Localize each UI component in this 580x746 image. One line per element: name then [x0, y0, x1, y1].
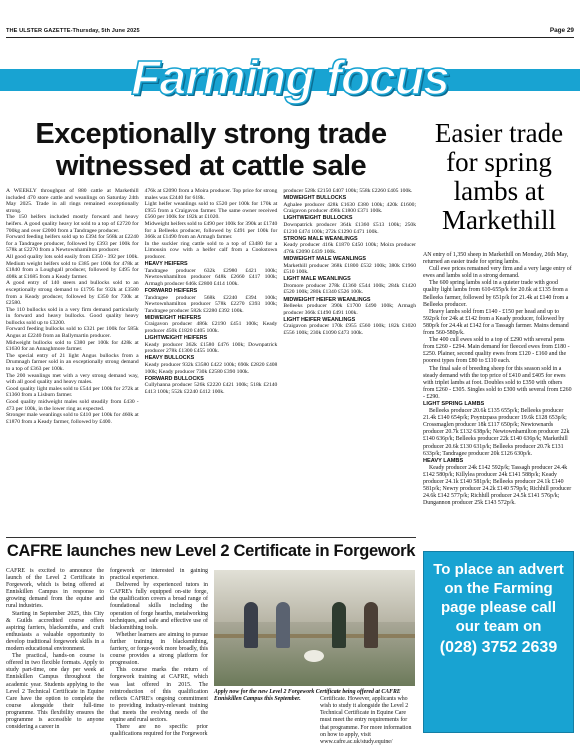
- story-paragraph: Tandragee producer 632k £2980 £421 100k; Newtownhamilton producer 648k £2660 £417 100k; Armagh producer 646k £2800 £414 100k.: [144, 267, 278, 287]
- section-divider: [6, 537, 416, 538]
- story-paragraph: Midweight heifers sold to £490 per 100k for 390k at £1740 for a Belleeks producer, followed by £491 per 100k for 366k at £1490 from an Armagh farmer.: [144, 220, 278, 241]
- story-paragraph: Whether learners are aiming to pursue further training in blacksmithing, farriery, or forge-work more broadly, this course provides a strong platform for progression.: [110, 631, 208, 667]
- story-paragraph: The special entry of 21 light Angus bullocks from a Drumnagh farmer sold in an exceptionally strong demand to a top of £363 per 100k.: [6, 352, 139, 373]
- advert-text: To place an advert on the Farming page please call our team on: [433, 561, 564, 635]
- story-paragraph: Keady producer 24k £142 592p/k; Tassagh producer 24.4k £142 580p/k; Killylea producer 24k £141 588p/k; Keady producer 24.1k £140 581p/k; Belleeks producer 24.1k £140 581p/k; Newry producer 24.2k £140 579p/k; Richhill producer 24.6k £142 577p/k; Richhill producer 24.5k £141 576p/k; Dungannon producer 25k £143 572p/k.: [423, 464, 572, 507]
- price-section-heading: MIDWEIGHT HEIFERS: [144, 314, 201, 321]
- story-paragraph: Belleeks producer 20.6k £135 655p/k; Belleeks producer 21.4k £140 654p/k; Poyntzpass producer 19.6k £128 653p/k; Crossmaglen producer 18k £117 650p/k; Newtownards producer 20.7k £132 638p/k; Newtownhamilton producer 22k £140 636p/k; Belleeks producer 22k £140 636p/k; Markethill producer 20.6k £130 631p/k; Belleeks producer 20.7k £131 633p/k; Tandragee producer 20k £126 630p/k.: [423, 408, 570, 457]
- price-section-heading: MIDWEIGHT HEIFER WEANLINGS: [283, 296, 371, 303]
- story-paragraph: Craigavon producer 170k £955 £560 100k; 182k £1020 £556 100k; 230k £1090 £473 100k.: [283, 323, 417, 336]
- price-section-heading: STRONG MALE WEANLINGS: [283, 235, 358, 242]
- story-paragraph: 476k at £2090 from a Moira producer. Top price for strong males was £2440 for 618k.: [144, 188, 278, 201]
- photo-caption: Apply now for the new Level 2 Forgework Certificate being offered at CAFRE Enniskillen Campus this September.: [214, 689, 401, 702]
- main-story-column: [145, 188, 278, 535]
- main-story-body: [6, 188, 416, 535]
- story-paragraph: Belleeks producer 390k £1700 £490 100k; Armagh producer 366k £1490 £491 100k.: [283, 303, 417, 316]
- paper-date: THE ULSTER GAZETTE-Thursday, 5th June 2025: [6, 28, 140, 34]
- cafre-tail-text: Certificate. However, applicants who wish to study it alongside the Level 2 Technical Certificate in Equine Care must meet the entry requirements for: [320, 696, 409, 723]
- photo-person: [244, 602, 258, 648]
- main-headline: Exceptionally strong trade witnessed at cattle sale: [35, 118, 387, 182]
- story-paragraph: Good quality midweight males sold steadily from £430 - 473 per 100k, in the lower ring as expected.: [6, 399, 139, 412]
- side-story-body: [423, 252, 574, 545]
- story-paragraph: The practical, hands-on course is offered in two flexible formats. Apply to study part-time, one day per week at Enniskillen Campus throughout the academic year. Students applying to the Level 2 Technical Certificate in Equine Care have the option to complete the course alongside their full-time programme. This flexibility ensures the programme is accessible to anyone considering a career in: [6, 653, 104, 731]
- story-paragraph: Tandragee producer 568k £2240 £394 100k; Newtownhamilton producer 578k £2270 £393 100k; Tandragee producer 582k £2280 £392 100k.: [144, 294, 278, 314]
- masthead: [0, 0, 580, 40]
- story-paragraph: Keady producer 416k £1870 £450 100k; Moira producer 476k £2090 £439 100k.: [283, 242, 417, 255]
- forge-photo: [214, 570, 415, 686]
- story-paragraph: AN entry of 1,350 sheep in Markethill on Monday, 26th May, returned an easier trade for spring lambs.: [423, 252, 569, 266]
- story-paragraph: Good quality light males sold to £544 per 100k for 272k at £1360 from a Lisburn farmer.: [6, 385, 139, 399]
- price-section-heading: FORWARD HEIFERS: [144, 287, 198, 294]
- masthead-rule: [6, 37, 574, 38]
- cafre-closing-text: [320, 696, 416, 746]
- story-paragraph: The 200 weanlings met with a very strong demand way, with all good quality and heavy males.: [6, 372, 139, 386]
- price-section-heading: MIDWEIGHT BULLOCKS: [283, 195, 347, 202]
- story-paragraph: Stronger male weanlings sold to £410 per 100k for 460k at £1870 from a Keady farmer, followed by £400.: [6, 412, 139, 425]
- story-paragraph: This course marks the return of forgework training at CAFRE, which was last offered in 2015. The reintroduction of this qualification reflects CAFRE's ongoing commitment to providing industry-relevant training that meets the evolving needs of the equine and rural sectors.: [110, 667, 208, 723]
- story-paragraph: Aghalee producer 428k £1630 £380 100k; 420k £1600; Craigavon producer 498k £1800 £371 100k.: [283, 201, 417, 215]
- page-number: Page 29: [549, 27, 574, 34]
- cafre-headline: CAFRE launches new Level 2 Certificate in Forgework: [6, 542, 416, 560]
- photo-animal: [304, 650, 324, 662]
- price-section-heading: LIGHT SPRING LAMBS: [423, 400, 485, 407]
- price-section-heading: HEAVY HEIFERS: [144, 261, 188, 268]
- story-paragraph: producer 528k £2150 £407 100k; 558k £2260 £405 100k.: [283, 188, 413, 194]
- cafre-column: [110, 568, 208, 738]
- story-paragraph: The 400 cull ewes sold to a top of £290 with several pens from £260 - £294. Main demand for fleeced ewes from £180 - £250. Plainer, second quality ewes from £120 - £160 and the poorest types from £80 to £110 each.: [423, 337, 570, 365]
- photo-person: [364, 602, 378, 648]
- photo-person: [276, 602, 290, 648]
- story-paragraph: Forward feeding heifers sold up to £394 for 568k at £2240 for a Tandragee producer, followed by £393 per 100k for 578k at £2270 from a Newtownhamilton producer.: [6, 234, 139, 254]
- cafre-apply-text: that programme. For more information on how to apply, visit www.cafre.ac.uk/study.equine/: [320, 725, 412, 745]
- story-paragraph: Downpatrick producer 364k £1360 £513 100k; 250k £1210 £474 100k; 272k £1290 £471 100k.: [283, 221, 417, 235]
- story-paragraph: CAFRE is excited to announce the launch of the Level 2 Certificate in Forgework, which is being offered at Enniskillen Campus in response to growing demand from the equine and rural industries.: [6, 568, 104, 610]
- price-section-heading: LIGHTWEIGHT HEIFERS: [144, 335, 208, 342]
- story-paragraph: Cull ewe prices remained very firm and a very large entry of ewes and lambs sold in a strong demand.: [423, 266, 572, 280]
- story-paragraph: Dromore producer 278k £1360 £544 100k; 284k £1420 £520 100k; 280k £1340 £526 100k.: [283, 282, 417, 296]
- story-paragraph: The 150 heifers included mostly forward and heavy heifers. A good quality heavy lot sold to a top of £2720 for 700kg and over £2000 from a Tandragee producer.: [6, 214, 139, 234]
- story-paragraph: Midweight bullocks sold to £380 per 100k for 428k at £1630 for an Annaghmore farmer.: [6, 339, 139, 353]
- story-paragraph: All good quality lots sold easily from £350 - 392 per 100k. Medium weight heifers sold to £385 per 100k for 478k at £1840 from a Loughgall producer, followed by £495 for 408k at £1685 from a Keady farmer.: [6, 253, 139, 280]
- story-paragraph: Keady producer 932k £3580 £422 100k; 690k £2820 £408 100k; Keady producer 730k £2580 £390 100k.: [144, 361, 278, 375]
- advert-phone[interactable]: (028) 3752 2639: [439, 639, 558, 656]
- main-story-column: [6, 188, 139, 535]
- story-paragraph: There are no specific prior qualifications required for the Forgework: [110, 724, 208, 738]
- story-paragraph: The 600 spring lambs sold in a quieter trade with good quality light lambs from 610-655p/k for 20.6k at £135 from a Belleeks farmer, followed by 651p/k for 21.4k at £140 from a Belleeks producer.: [423, 280, 569, 308]
- price-section-heading: LIGHTWEIGHT BULLOCKS: [283, 215, 353, 222]
- story-paragraph: The final sale of breeding sheep for this season sold in a steady demand with the top price of £410 and £405 for ewes with triplet lambs at foot. Doubles sold to £350 with others from £260 - £305. Singles sold to £300 with several from £260 - £290.: [423, 365, 572, 400]
- story-paragraph: Heavy lambs sold from £140 - £150 per head and up to 592p/k for 24k at £142 from a Keady producer, followed by 580p/k for 24.4k at £142 for a Tassagh farmer. Mains demand from 560-580p/k.: [423, 308, 569, 337]
- story-paragraph: In the suckler ring cattle sold to a top of £3480 for a Limousin cow with a heifer calf from a Cookstown producer.: [144, 240, 278, 260]
- story-paragraph: Delivered by experienced tutors in CAFRE's fully equipped on-site forge, the qualification covers a broad range of foundational skills including the operation of forge hearths, metalworking techniques, and safe and effective use of blacksmithing tools.: [110, 582, 208, 631]
- story-paragraph: Forward feeding bullocks sold to £321 per 100k for 585k Angus at £2240 from an Ballymartin producer.: [6, 326, 139, 340]
- section-banner: [0, 52, 580, 108]
- main-story-column: [283, 188, 416, 535]
- story-paragraph: The 110 bullocks sold in a very firm demand particularly in forward and heavy bullocks. Good quality heavy bullocks sold up to £3200.: [6, 306, 139, 326]
- story-paragraph: Starting in September 2025, this City & Guilds accredited course offers aspiring farriers, blacksmiths, and craft enthusiasts a valuable opportunity to develop traditional forgework skills in a modern educational environment.: [6, 610, 104, 653]
- price-section-heading: LIGHT MALE WEANLINGS: [283, 276, 351, 283]
- story-paragraph: Cullyhanna producer 526k £2220 £421 100k; 518k £2140 £413 100k; 552k £2240 £412 100k.: [144, 382, 278, 395]
- story-paragraph: Markethill producer 368k £1800 £532 100k; 380k £1960 £510 100k.: [283, 262, 417, 276]
- story-paragraph: forgework or interested in gaining practical experience.: [110, 568, 208, 582]
- price-section-heading: FORWARD BULLOCKS: [144, 375, 204, 382]
- cafre-column: [6, 568, 104, 731]
- section-title: Farming focus: [131, 52, 449, 105]
- price-section-heading: MIDWEIGHT MALE WEANLINGS: [283, 255, 366, 262]
- story-paragraph: Craigavon producer 486k £2190 £451 100k; Keady producer 450k £1820 £405 100k.: [144, 321, 278, 334]
- story-paragraph: A good entry of 140 steers and bullocks sold to an exceptionally strong demand to £1795 for 932k at £3580 from a Keady producer, followed by £350 for 730k at £2580.: [6, 280, 139, 307]
- price-section-heading: LIGHT HEIFER WEANLINGS: [283, 316, 356, 323]
- price-section-heading: HEAVY BULLOCKS: [144, 355, 195, 362]
- story-paragraph: Light heifer weanlings sold to £520 per 100k for 170k at £955 from a Craigavon farmer. The same owner received £560 per 100k for 182k at £1020.: [144, 201, 278, 221]
- side-headline: Easier trade for spring lambs at Markethill: [434, 118, 564, 235]
- price-section-heading: HEAVY LAMBS: [423, 457, 464, 464]
- story-paragraph: Keady producer 362k £1580 £476 100k; Downpatrick producer 278k £1300 £455 100k.: [144, 341, 278, 355]
- advert-box[interactable]: [423, 551, 574, 733]
- story-paragraph: A WEEKLY throughput of 880 cattle at Markethill included 470 store cattle and weanlings on Saturday 24th May 2025. Trade in all rings remained exceptionally strong.: [6, 188, 139, 214]
- photo-person: [332, 602, 346, 648]
